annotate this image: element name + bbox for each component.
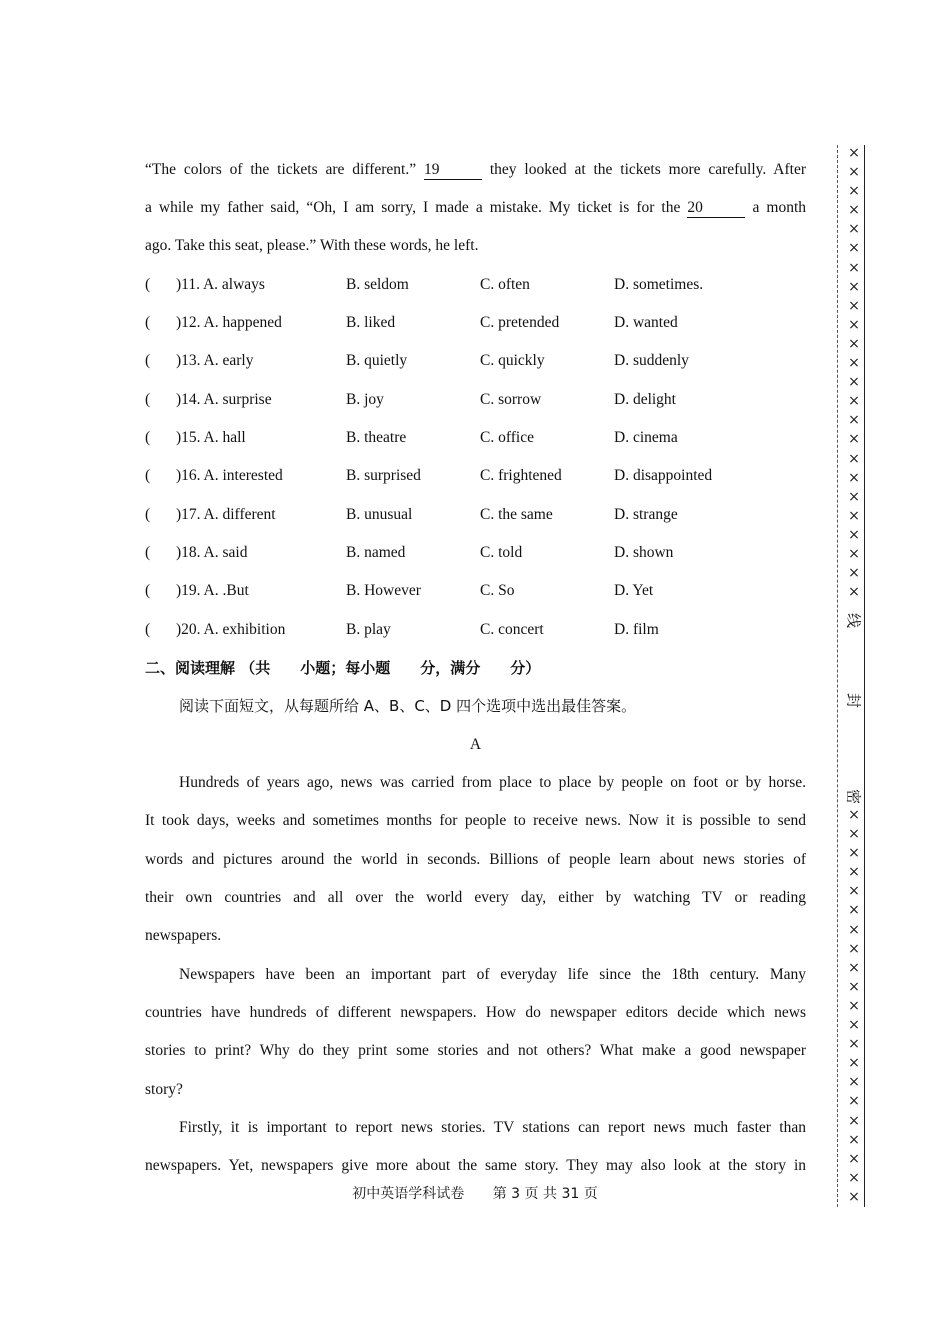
seal-marks-bottom [845, 806, 863, 1207]
seal-x-mark: × [848, 1169, 860, 1186]
passage-line-2: a while my father said, “Oh, I am sorry, I made a mistake. My ticket is for the 20 a month [145, 199, 807, 216]
paragraph-line: their own countries and all over the world every day, either by watching TV or reading [145, 889, 806, 906]
exam-page: “The colors of the tickets are different.” 19 they looked at the tickets more carefully. After a while my father said, “Oh, I am sorry, I made a mistake. My ticket is for the 20 a month ago. Take this seat, please.” With these words, he left. ( )11. A. always B. seldom C. often D. sometimes. ( )12. A. happened B. liked C. pretended D. wanted ( )13. A. early B. quietly C. quickly D. suddenly ( )14. A. surprise B. joy C. sorrow D. delight ( )15. A. hall B. theatre C. office D. cinema ( )16. A. interested B. surprised C. frightened D. disappointed ( )17. A. different B. unusual C. the same D. strange ( )18. A. said B. named C. told D. shown ( )19. A. .But B. However C. So D. Yet ( )20. A. exhibition B. play C. concert D. film 二、阅读理解 （共 小题；每小题 分，满分 分） 阅读下面短文，从每题所给 A、B、C、D 四个选项中选出最佳答案。 A Hundreds of years ago, news was carried from place to place by people on foot or by horse. It took days, weeks and sometimes months for people to receive news. Now it is possible to send words and pictures around the world in seconds. Billions of people learn about news stories of their own countries and all over the world every day, either by watching TV or reading newspapers. Newspapers have been an important part of everyday life since the 18th century. Many countries have hundreds of different newspapers. How do newspaper editors decide which news stories to print? Why do they print some stories and not others? What make a good newspaper story? Firstly, it is important to report news stories. TV stations can report news much faster than newspapers. Yet, newspapers give more about the same story. They may also look at the story in 初中英语学科试卷 第 3 页 共 31 页 × × × × × × × × × × × × × × × × × × × × × × × × 线 封 密 × × × × × × × × × × × × × × × × × × × × × [0, 0, 950, 1344]
seal-x-mark: × [848, 845, 860, 862]
seal-x-mark: × [848, 393, 860, 410]
paragraph-line: story? [145, 1081, 183, 1098]
seal-x-mark: × [848, 202, 860, 219]
passage-line-1: “The colors of the tickets are different.” 19 they looked at the tickets more carefully. After [145, 161, 807, 178]
seal-x-mark: × [848, 469, 860, 486]
seal-x-mark: × [848, 997, 860, 1014]
binding-dashed-line [837, 145, 838, 1207]
seal-x-mark: × [848, 355, 860, 372]
paragraph-line: countries have hundreds of different newspapers. How do newspaper editors decide which news [145, 1004, 806, 1021]
seal-x-mark: × [848, 565, 860, 582]
seal-x-mark: × [848, 584, 860, 601]
seal-x-mark: × [848, 978, 860, 995]
passage-label: A [469, 736, 482, 753]
seal-char-secret: 密 [844, 788, 863, 804]
seal-x-mark: × [848, 1093, 860, 1110]
seal-x-mark: × [848, 335, 860, 352]
footer-subject: 初中英语学科试卷 [352, 1186, 465, 1202]
seal-x-mark: × [848, 1055, 860, 1072]
seal-x-mark: × [848, 507, 860, 524]
seal-x-mark: × [848, 1188, 860, 1205]
seal-x-mark: × [848, 883, 860, 900]
binding-solid-line [864, 145, 865, 1207]
section-heading: 二、阅读理解 （共 小题；每小题 分，满分 分） [145, 659, 541, 677]
instruction: 阅读下面短文，从每题所给 A、B、C、D 四个选项中选出最佳答案。 [179, 697, 637, 715]
seal-x-mark: × [848, 488, 860, 505]
paragraph-line: newspapers. [145, 927, 222, 944]
seal-x-mark: × [848, 940, 860, 957]
seal-x-mark: × [848, 221, 860, 238]
seal-x-mark: × [848, 1074, 860, 1091]
seal-x-mark: × [848, 1131, 860, 1148]
seal-x-mark: × [848, 826, 860, 843]
seal-x-mark: × [848, 316, 860, 333]
page-footer [0, 1183, 950, 1203]
seal-x-mark: × [848, 278, 860, 295]
seal-x-mark: × [848, 145, 860, 161]
seal-x-mark: × [848, 183, 860, 200]
seal-x-mark: × [848, 1036, 860, 1053]
seal-x-mark: × [848, 959, 860, 976]
seal-x-mark: × [848, 545, 860, 562]
seal-x-mark: × [848, 1150, 860, 1167]
seal-char-line: 线 [844, 612, 863, 628]
seal-x-mark: × [848, 902, 860, 919]
paragraph-line: stories to print? Why do they print some stories and not others? What make a good newspaper [145, 1042, 806, 1059]
paragraph-line: newspapers. Yet, newspapers give more about the same story. They may also look at the story in [145, 1157, 806, 1174]
seal-x-mark: × [848, 374, 860, 391]
seal-x-mark: × [848, 164, 860, 181]
seal-marks-top [845, 144, 863, 602]
paragraph-line: Hundreds of years ago, news was carried from place to place by people on foot or by horse. [179, 774, 806, 791]
seal-x-mark: × [848, 807, 860, 823]
paragraph-line: words and pictures around the world in seconds. Billions of people learn about news stories of [145, 851, 806, 868]
paragraph-line: It took days, weeks and sometimes months for people to receive news. Now it is possible to send [145, 812, 806, 829]
seal-x-mark: × [848, 526, 860, 543]
seal-x-mark: × [848, 864, 860, 881]
paragraph-line: Newspapers have been an important part of everyday life since the 18th century. Many [179, 966, 806, 983]
seal-x-mark: × [848, 297, 860, 314]
blank-20: 20 [687, 199, 745, 218]
seal-x-mark: × [848, 921, 860, 938]
seal-x-mark: × [848, 1017, 860, 1034]
blank-19: 19 [424, 161, 482, 180]
footer-page-number: 第 3 页 共 31 页 [492, 1186, 598, 1202]
passage-line-3: ago. Take this seat, please.” With these words, he left. [145, 237, 479, 254]
seal-x-mark: × [848, 1112, 860, 1129]
seal-x-mark: × [848, 259, 860, 276]
seal-x-mark: × [848, 431, 860, 448]
seal-x-mark: × [848, 450, 860, 467]
paragraph-line: Firstly, it is important to report news stories. TV stations can report news much faster than [179, 1119, 806, 1136]
seal-x-mark: × [848, 412, 860, 429]
seal-char-seal: 封 [844, 692, 863, 708]
seal-x-mark: × [848, 240, 860, 257]
